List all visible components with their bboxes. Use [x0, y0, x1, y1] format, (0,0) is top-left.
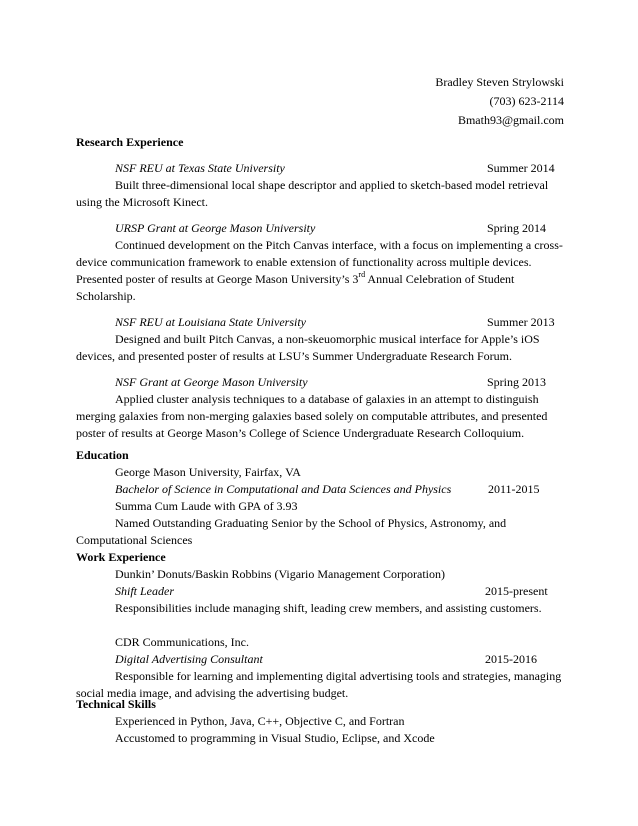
entry-description: Built three-dimensional local shape descriptor and applied to sketch-based model retrieval using the Microsoft Kinect. — [76, 178, 549, 209]
entry-description: Applied cluster analysis techniques to a database of galaxies in an attempt to distinguish merging galaxies from non-merging galaxies based solely on computable attributes, and presented poster of results at George Mason’s College of Science Undergraduate Research Colloquium. — [76, 392, 548, 440]
degree-years: 2011-2015 — [488, 482, 540, 496]
entry-date: Summer 2014 — [487, 161, 555, 175]
job-dates: 2015-present — [485, 584, 548, 598]
entry-role: URSP Grant at George Mason University — [115, 221, 316, 235]
entry-description: Continued development on the Pitch Canvas interface, with a focus on implementing a cross-device communication framework to enable extension of functionality across multiple devices. Presented poster of results at George Mason University’s 3rd Annual Celebration of Student Scholarship. — [76, 238, 563, 303]
research-entry — [76, 374, 564, 442]
skills-tools: Accustomed to programming in Visual Studio, Eclipse, and Xcode — [115, 731, 435, 745]
education-heading: Education — [76, 448, 129, 462]
contact-header — [435, 73, 564, 130]
research-heading: Research Experience — [76, 135, 184, 149]
entry-role: NSF REU at Louisiana State University — [115, 315, 306, 329]
education-section — [76, 446, 564, 549]
job-position: Shift Leader — [115, 584, 174, 598]
skills-section — [76, 695, 564, 747]
honors: Summa Cum Laude with GPA of 3.93 — [115, 499, 298, 513]
job-entry — [76, 566, 564, 617]
job-description: Responsible for learning and implementing digital advertising tools and strategies, managing social media image, and advising the advertising budget. — [76, 669, 562, 700]
work-section — [76, 548, 564, 702]
work-heading: Work Experience — [76, 550, 166, 564]
entry-date: Summer 2013 — [487, 315, 555, 329]
job-position: Digital Advertising Consultant — [115, 652, 263, 666]
skills-languages: Experienced in Python, Java, C++, Objective C, and Fortran — [115, 714, 405, 728]
skills-heading: Technical Skills — [76, 697, 156, 711]
entry-description: Designed and built Pitch Canvas, a non-skeuomorphic musical interface for Apple’s iOS devices, and presented poster of results at LSU’s Summer Undergraduate Research Forum. — [76, 332, 540, 363]
research-entry — [76, 314, 564, 365]
phone-number: (703) 623-2114 — [489, 94, 564, 108]
company-name: CDR Communications, Inc. — [115, 635, 249, 649]
school-name: George Mason University, Fairfax, VA — [115, 465, 301, 479]
entry-role: NSF REU at Texas State University — [115, 161, 285, 175]
email-address: Bmath93@gmail.com — [457, 113, 564, 127]
applicant-name: Bradley Steven Strylowski — [435, 75, 564, 89]
job-entry — [76, 634, 564, 702]
research-entry — [76, 160, 564, 211]
job-dates: 2015-2016 — [485, 652, 537, 666]
research-section — [76, 133, 564, 442]
entry-date: Spring 2014 — [487, 221, 547, 235]
award: Named Outstanding Graduating Senior by the School of Physics, Astronomy, and Computational Sciences — [76, 516, 507, 547]
degree: Bachelor of Science in Computational and Data Sciences and Physics — [115, 482, 452, 496]
entry-role: NSF Grant at George Mason University — [115, 375, 308, 389]
entry-date: Spring 2013 — [487, 375, 547, 389]
company-name: Dunkin’ Donuts/Baskin Robbins (Vigario Management Corporation) — [115, 567, 446, 581]
research-entry — [76, 220, 564, 305]
job-description: Responsibilities include managing shift, leading crew members, and assisting customers. — [115, 601, 542, 615]
